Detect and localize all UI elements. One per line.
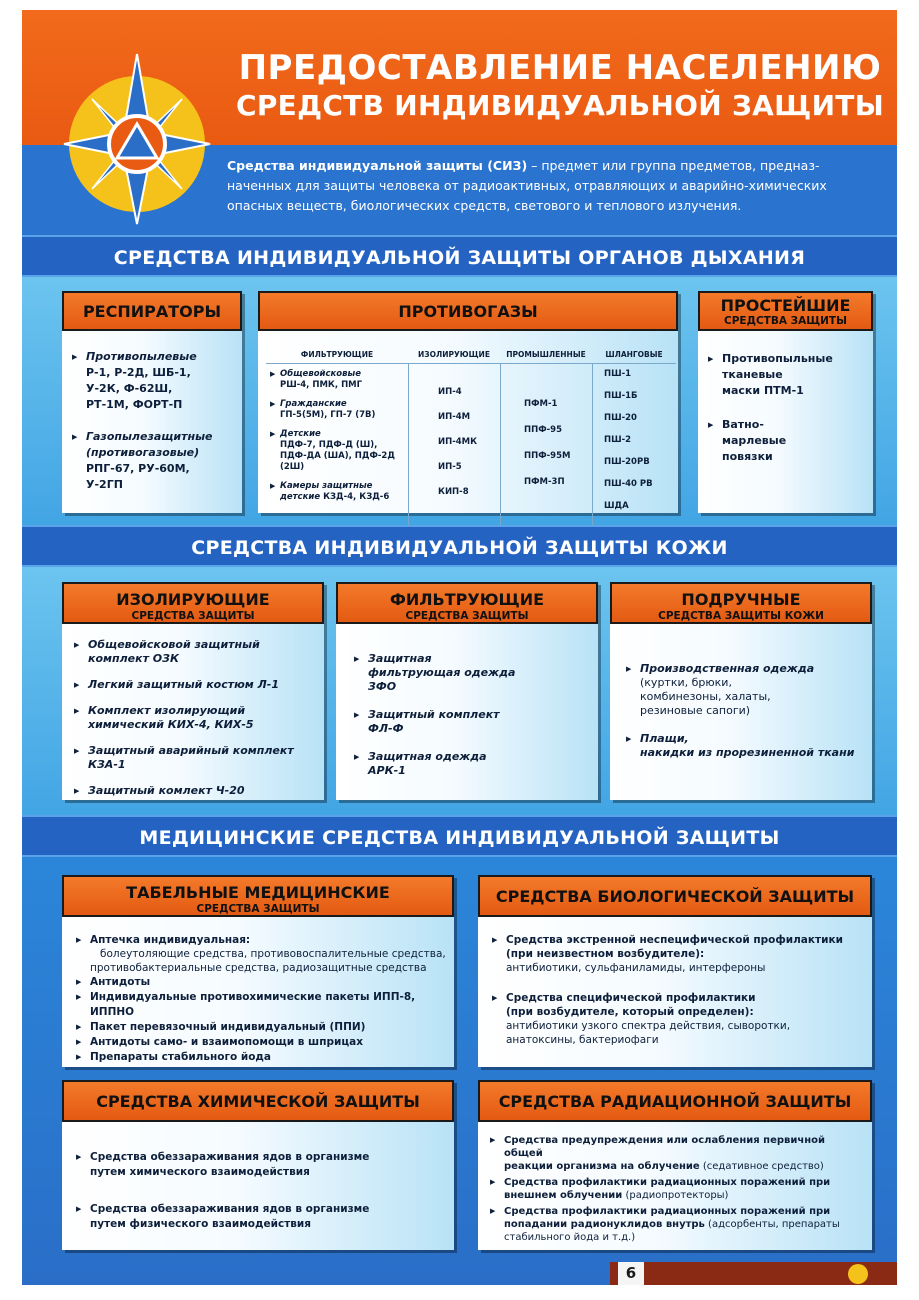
list-item: ▶ Препараты стабильного йода [76, 1050, 454, 1065]
list-item: ▶ Противопыльные тканевые маски ПТМ-1 [708, 351, 873, 399]
respirators-card [62, 291, 242, 513]
list-item: ▶ Гражданские ГП-5(5М), ГП-7 (7В) [270, 399, 408, 421]
skin-improvised-header [610, 582, 872, 624]
gasmasks-table-header [266, 347, 676, 363]
list-item: ПШ-2 [604, 435, 632, 445]
section-medical-band: МЕДИЦИНСКИЕ СРЕДСТВА ИНДИВИДУАЛЬНОЙ ЗАЩИТЫ [22, 815, 897, 857]
divider [266, 363, 676, 364]
footer-strip [610, 1262, 897, 1285]
intro-line-2: наченных для защиты человека от радиоактивных, отравляющих и аварийно-химических [227, 178, 827, 193]
list-item: ▶ Защитная фильтрующая одежда ЗФО [354, 652, 598, 694]
skin-filtering-header [336, 582, 598, 624]
list-item: ▶ Производственная одежда (куртки, брюки, комбинезоны, халаты, резиновые сапоги) [626, 662, 872, 718]
simplest-body [698, 351, 873, 465]
list-item: ▶ Антидоты само- и взаимопомощи в шприцах [76, 1035, 454, 1050]
list-item: ПФМ-3П [524, 477, 565, 487]
rad-header [478, 1080, 872, 1122]
list-item: ▶ Общевойсковые РШ-4, ПМК, ПМГ [270, 369, 408, 391]
bio-body [478, 933, 872, 1047]
poster [22, 10, 897, 1285]
page-title [230, 48, 890, 124]
list-item: ИП-5 [438, 462, 462, 472]
skin-improvised-card [610, 582, 872, 800]
list-item: ИП-4М [438, 412, 471, 422]
list-item: ПШ-40 РВ [604, 479, 653, 489]
col-hose: ШЛАНГОВЫЕ [605, 350, 663, 359]
list-item: ПФМ-1 [524, 399, 558, 409]
list-item: ▶ Ватно- марлевые повязки [708, 417, 873, 465]
skin-isolating-card [62, 582, 324, 800]
list-item: ▶ Защитный комплект ФЛ-Ф [354, 708, 598, 736]
respirators-body [62, 349, 242, 493]
title-line-2: СРЕДСТВ ИНДИВИДУАЛЬНОЙ ЗАЩИТЫ [235, 89, 885, 122]
list-item: ▶ Защитная одежда АРК-1 [354, 750, 598, 778]
emchs-emblem-icon [62, 52, 212, 227]
list-item: ППФ-95 [524, 425, 563, 435]
intro-line-3: опасных веществ, биологических средств, светового и теплового излучения. [227, 198, 742, 213]
list-item: ▶ Средства обеззараживания ядов в организме путем химического взаимодействия [76, 1150, 454, 1180]
title-line-1: ПРЕДОСТАВЛЕНИЕ НАСЕЛЕНИЮ [238, 48, 882, 88]
list-item: ▶ Средства профилактики радиационных поражений при попадании радионуклидов внутрь (адсорбенты, препараты стабильного йода и т.д.) [490, 1205, 866, 1244]
chem-body [62, 1150, 454, 1232]
list-item: ▶ Антидоты [76, 975, 454, 990]
section-breathing-band: СРЕДСТВА ИНДИВИДУАЛЬНОЙ ЗАЩИТЫ ОРГАНОВ ДЫХАНИЯ [22, 235, 897, 277]
skin-filtering-body [336, 652, 598, 778]
bio-title: СРЕДСТВА БИОЛОГИЧЕСКОЙ ЗАЩИТЫ [495, 887, 855, 906]
intro-term: Средства индивидуальной защиты (СИЗ) [227, 158, 528, 173]
list-item: ППФ-95М [524, 451, 571, 461]
chem-title: СРЕДСТВА ХИМИЧЕСКОЙ ЗАЩИТЫ [96, 1092, 420, 1111]
skin-isolating-header [62, 582, 324, 624]
list-item: ▶ Средства профилактики радиационных поражений при внешнем облучении (радиопротекторы) [490, 1176, 866, 1202]
list-item: ПШ-1 [604, 369, 632, 379]
divider [408, 363, 409, 538]
intro-line-1: – предмет или группа предметов, предназ- [527, 158, 820, 173]
list-item: ▶ Камеры защитные детские КЗД-4, КЗД-6 [270, 481, 408, 503]
respirators-header [62, 291, 242, 331]
skin-filtering-card [336, 582, 598, 800]
list-item: ▶ Средства обеззараживания ядов в организме путем физического взаимодействия [76, 1202, 454, 1232]
page-number: 6 [618, 1262, 644, 1285]
gasmasks-card [258, 291, 678, 513]
medical-standard-title: ТАБЕЛЬНЫЕ МЕДИЦИНСКИЕ [126, 883, 390, 902]
list-item: ▶ Средства специфической профилактики (при возбудителе, который определен): антибиотики узкого спектра действия, сыворотки, анатоксины, бактериофаги [492, 991, 872, 1047]
bio-card [478, 875, 872, 1067]
respirators-title: РЕСПИРАТОРЫ [82, 302, 222, 321]
medical-standard-card [62, 875, 454, 1067]
list-item: ▶ Противопылевые Р-1, Р-2Д, ШБ-1, У-2К, Ф-62Ш, РТ-1М, ФОРТ-П [72, 349, 242, 413]
rad-title: СРЕДСТВА РАДИАЦИОННОЙ ЗАЩИТЫ [498, 1092, 852, 1111]
medical-standard-header [62, 875, 454, 917]
intro-text [227, 156, 867, 216]
list-item: ▶ Пакет перевязочный индивидуальный (ППИ) [76, 1020, 454, 1035]
skin-isolating-title: ИЗОЛИРУЮЩИЕ [116, 590, 270, 609]
skin-filtering-subtitle: СРЕДСТВА ЗАЩИТЫ [405, 610, 529, 622]
col-isolating: ИЗОЛИРУЮЩИЕ [418, 350, 490, 359]
col-filtering: ФИЛЬТРУЮЩИЕ [300, 350, 374, 359]
list-item: ▶ Газопылезащитные (противогазовые) РПГ-67, РУ-60М, У-2ГП [72, 429, 242, 493]
list-item: ▶ Легкий защитный костюм Л-1 [74, 678, 324, 692]
bio-header [478, 875, 872, 917]
footer-emblem-icon [848, 1264, 868, 1284]
list-item: ПШ-20 [604, 413, 637, 423]
divider [500, 363, 501, 538]
divider [592, 363, 593, 538]
list-item: ▶ Средства экстренной неспецифической профилактики (при неизвестном возбудителе): антибиотики, сульфаниламиды, интерфероны [492, 933, 872, 975]
list-item: ▶ Индивидуальные противохимические пакеты ИПП-8, ИППНО [76, 990, 454, 1020]
simplest-title: ПРОСТЕЙШИЕ [720, 296, 851, 315]
list-item: ▶ Комплект изолирующий химический КИХ-4, КИХ-5 [74, 704, 324, 732]
medical-standard-subtitle: СРЕДСТВА ЗАЩИТЫ [196, 903, 320, 915]
list-item: ПШ-1Б [604, 391, 638, 401]
list-item: ПШ-20РВ [604, 457, 650, 467]
list-item: ▶ Общевойсковой защитный комплект ОЗК [74, 638, 324, 666]
skin-filtering-title: ФИЛЬТРУЮЩИЕ [389, 590, 545, 609]
list-item: ИП-4МК [438, 437, 478, 447]
skin-isolating-body [62, 638, 324, 798]
simplest-card [698, 291, 873, 513]
skin-isolating-subtitle: СРЕДСТВА ЗАЩИТЫ [131, 610, 255, 622]
col-industrial: ПРОМЫШЛЕННЫЕ [506, 350, 586, 359]
gasmasks-header [258, 291, 678, 331]
rad-card [478, 1080, 872, 1250]
list-item: ИП-4 [438, 387, 462, 397]
list-item: ▶ Защитный комлект Ч-20 [74, 784, 324, 798]
filtering-list [270, 369, 408, 503]
list-item: КИП-8 [438, 487, 469, 497]
list-item: ШДА [604, 501, 629, 511]
skin-improvised-body [610, 662, 872, 760]
skin-improvised-subtitle: СРЕДСТВА ЗАЩИТЫ КОЖИ [658, 610, 824, 622]
simplest-header [698, 291, 873, 331]
section-skin-band: СРЕДСТВА ИНДИВИДУАЛЬНОЙ ЗАЩИТЫ КОЖИ [22, 525, 897, 567]
list-item: ▶ Средства предупреждения или ослабления первичной общей реакции организма на облучение (седативное средство) [490, 1134, 866, 1173]
list-item: ▶ Плащи, накидки из прорезиненной ткани [626, 732, 872, 760]
list-item: ▶ Аптечка индивидуальная: болеутоляющие средства, противовоспалительные средства, противобактериальные средства, радиозащитные средства [76, 933, 454, 975]
list-item: ▶ Защитный аварийный комплект КЗА-1 [74, 744, 324, 772]
gasmasks-title: ПРОТИВОГАЗЫ [398, 302, 538, 321]
skin-improvised-title: ПОДРУЧНЫЕ [681, 590, 801, 609]
chem-header [62, 1080, 454, 1122]
simplest-subtitle: СРЕДСТВА ЗАЩИТЫ [724, 315, 847, 327]
list-item: ▶ Детские ПДФ-7, ПДФ-Д (Ш), ПДФ-ДА (ША), ПДФ-2Д (2Ш) [270, 429, 408, 473]
chem-card [62, 1080, 454, 1250]
rad-body [478, 1134, 872, 1244]
medical-standard-body [62, 933, 454, 1065]
